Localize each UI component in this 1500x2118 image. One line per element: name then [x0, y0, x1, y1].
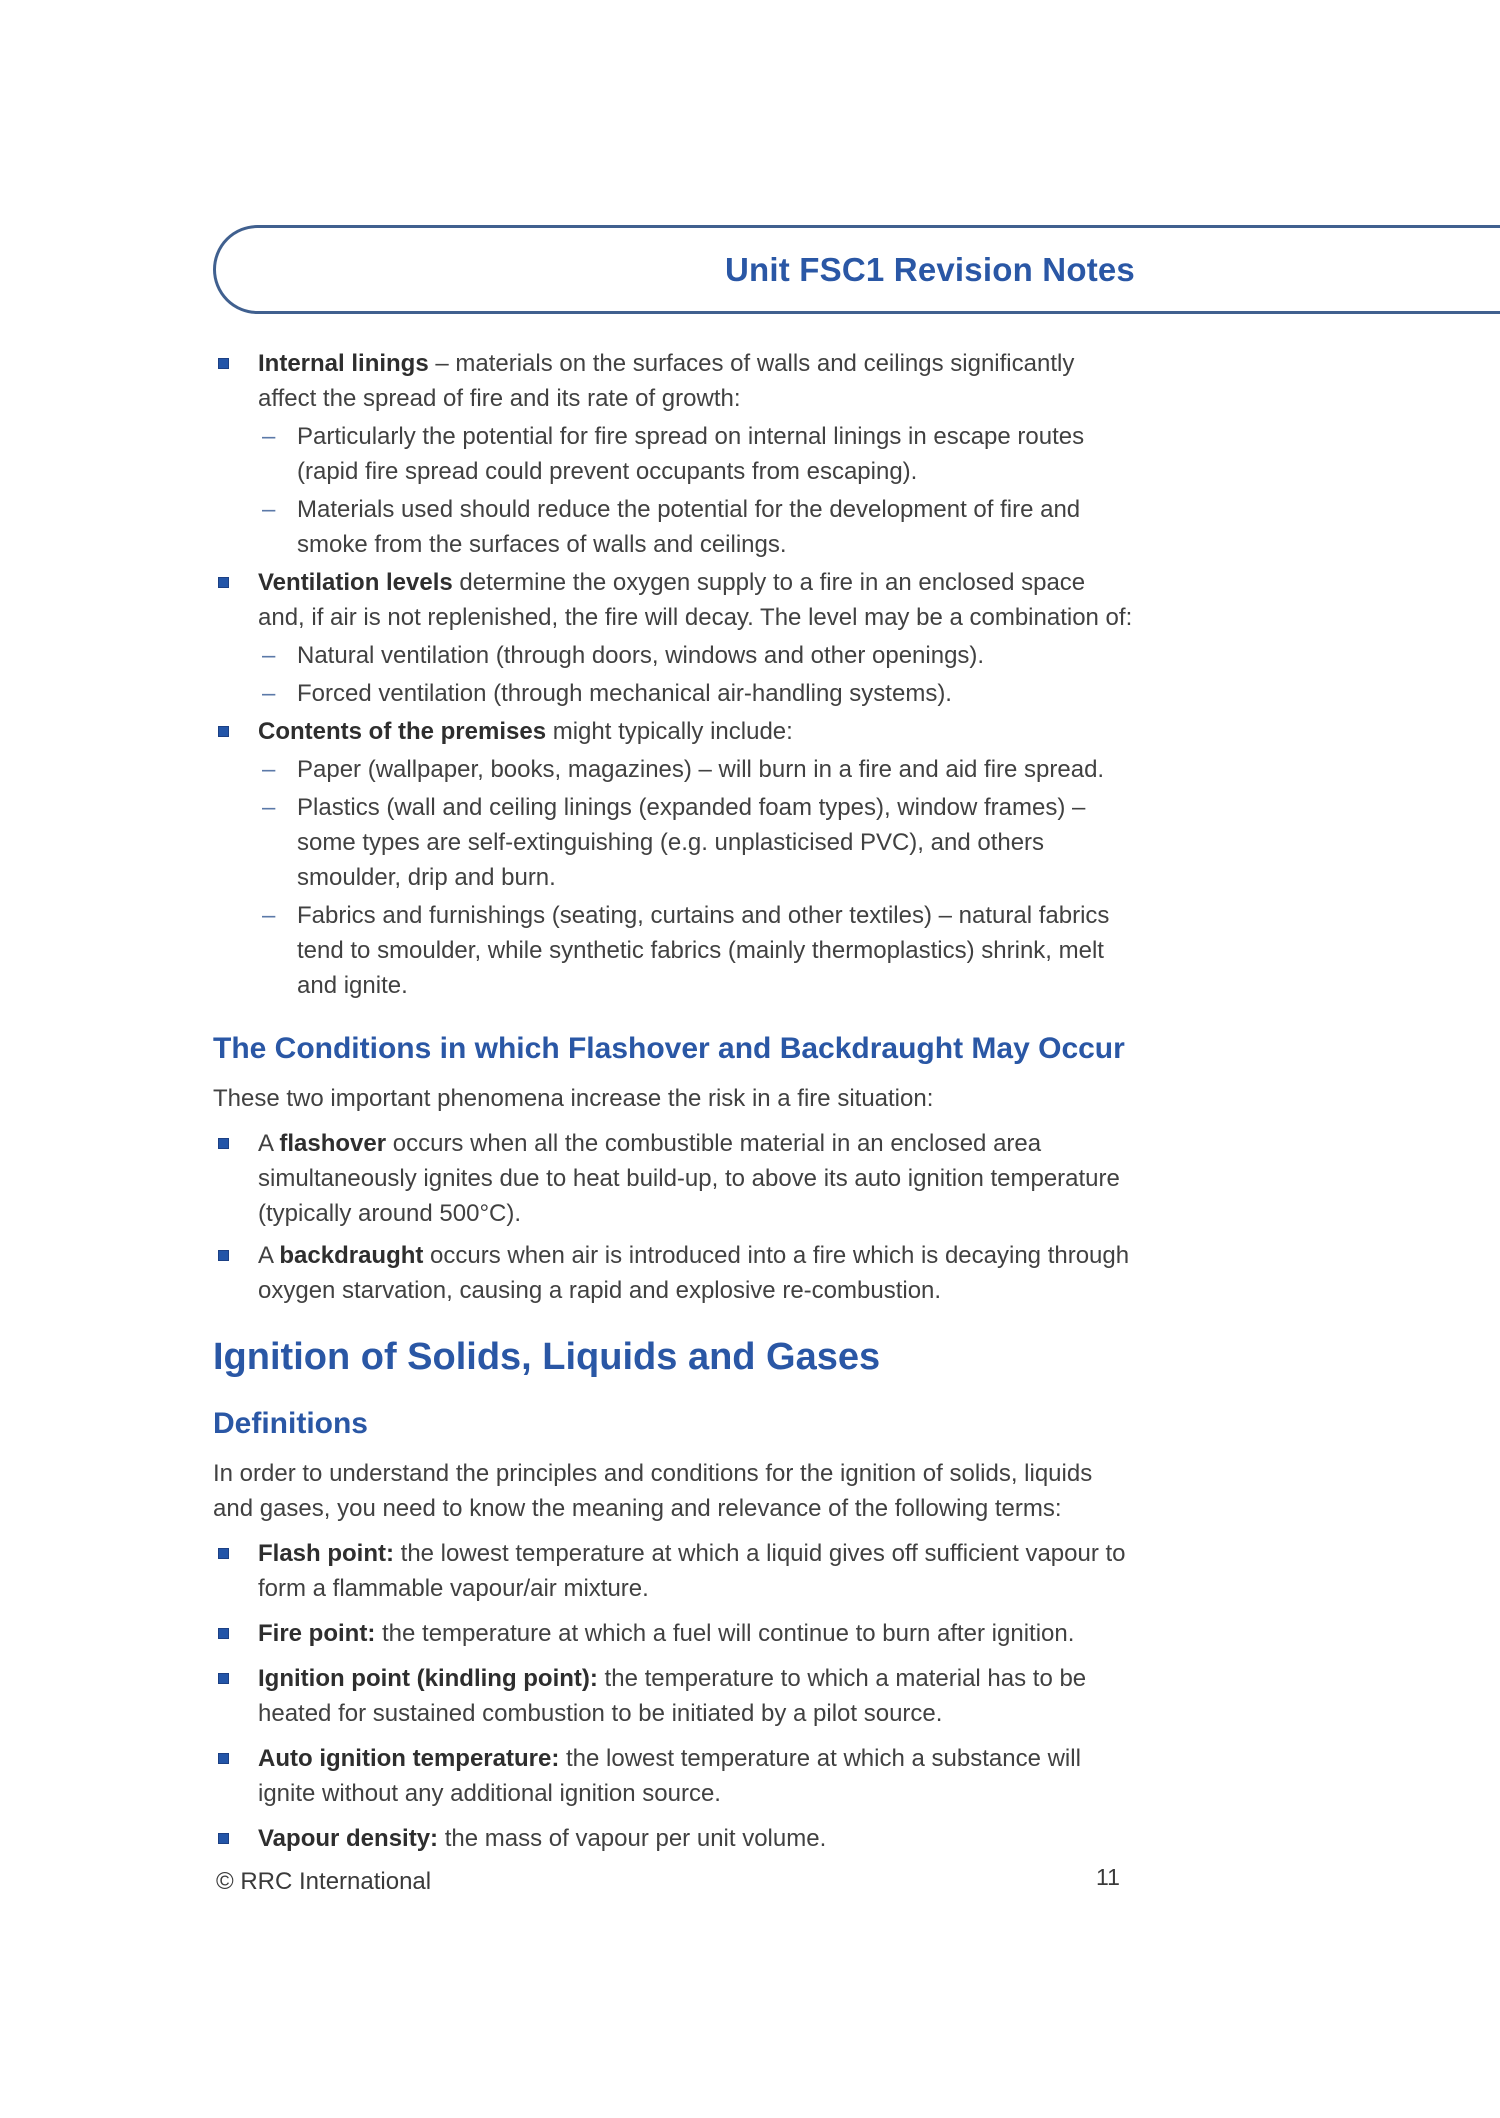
list-item-lead: Ventilation levels: [258, 569, 453, 596]
sub-item-text: Forced ventilation (through mechanical air-handling systems).: [297, 680, 952, 707]
list-item-text: might typically include:: [546, 718, 793, 745]
sub-list: [258, 638, 1138, 711]
section-heading: The Conditions in which Flashover and Backdraught May Occur: [213, 1032, 1125, 1065]
square-bullet-icon: [218, 1138, 229, 1149]
definitions-list: [213, 1536, 1138, 1856]
definition-item: [213, 1741, 1138, 1811]
dash-bullet-icon: –: [262, 794, 276, 821]
definition-text: the mass of vapour per unit volume.: [438, 1825, 827, 1852]
sub-item: [258, 492, 1138, 562]
bullet-list: [213, 346, 1138, 1003]
sub-item-text: Plastics (wall and ceiling linings (expanded foam types), window frames) – some types are self-extinguishing (e.g. unplasticised PVC), and others smoulder, drip and burn.: [297, 794, 1086, 891]
sub-item-text: Particularly the potential for fire spread on internal linings in escape routes (rapid fire spread could prevent occupants from escaping).: [297, 423, 1085, 485]
definition-item: [213, 1616, 1138, 1651]
sub-item: [258, 752, 1138, 787]
list-item-keyword: backdraught: [279, 1242, 424, 1269]
definition-item: [213, 1661, 1138, 1731]
section-intro: In order to understand the principles and conditions for the ignition of solids, liquids and gases, you need to know the meaning and relevance of the following terms:: [213, 1460, 1093, 1522]
list-item-text: – materials on the surfaces of walls and ceilings significantly affect the spread of fire and its rate of growth:: [258, 350, 1075, 412]
dash-bullet-icon: –: [262, 680, 276, 707]
definition-text: the temperature to which a material has to be heated for sustained combustion to be initiated by a pilot source.: [258, 1665, 1087, 1727]
definition-term: Vapour density:: [258, 1825, 439, 1852]
definition-item: [213, 1821, 1138, 1856]
definition-text: the temperature at which a fuel will continue to burn after ignition.: [375, 1620, 1075, 1647]
list-item: [213, 714, 1138, 1003]
definition-item: [213, 1536, 1138, 1606]
bullet-list: [213, 1126, 1138, 1308]
dash-bullet-icon: –: [262, 902, 276, 929]
list-item-pre: A: [258, 1242, 280, 1269]
definition-term: Fire point:: [258, 1620, 376, 1647]
page-number: 11: [1096, 1864, 1120, 1890]
list-item: [213, 1126, 1138, 1231]
sub-item: [258, 898, 1138, 1003]
sub-item-text: Paper (wallpaper, books, magazines) – will burn in a fire and aid fire spread.: [297, 756, 1105, 783]
square-bullet-icon: [218, 726, 229, 737]
square-bullet-icon: [218, 1548, 229, 1559]
list-item-keyword: flashover: [279, 1130, 387, 1157]
sub-section-heading: Definitions: [213, 1407, 368, 1440]
square-bullet-icon: [218, 1628, 229, 1639]
sub-list: [258, 419, 1138, 562]
list-item: [213, 346, 1138, 562]
list-item-text: occurs when air is introduced into a fire which is decaying through oxygen starvation, causing a rapid and explosive re-combustion.: [258, 1242, 1130, 1304]
definition-term: Ignition point (kindling point):: [258, 1665, 598, 1692]
sub-item-text: Materials used should reduce the potential for the development of fire and smoke from the surfaces of walls and ceilings.: [297, 496, 1081, 558]
list-item-text: determine the oxygen supply to a fire in an enclosed space and, if air is not replenished, the fire will decay. The level may be a combination of:: [258, 569, 1133, 631]
square-bullet-icon: [218, 1833, 229, 1844]
dash-bullet-icon: –: [262, 496, 276, 523]
chapter-heading: Ignition of Solids, Liquids and Gases: [213, 1336, 881, 1378]
section-intro: These two important phenomena increase the risk in a fire situation:: [213, 1085, 934, 1112]
list-item-lead: Internal linings: [258, 350, 429, 377]
header-box: [213, 225, 1500, 314]
definition-text: the lowest temperature at which a liquid gives off sufficient vapour to form a flammable vapour/air mixture.: [258, 1540, 1126, 1602]
sub-item-text: Natural ventilation (through doors, windows and other openings).: [297, 642, 985, 669]
sub-list: [258, 752, 1138, 1003]
list-item: [213, 1238, 1138, 1308]
square-bullet-icon: [218, 1673, 229, 1684]
list-item-lead: Contents of the premises: [258, 718, 547, 745]
sub-item: [258, 676, 1138, 711]
sub-item: [258, 419, 1138, 489]
square-bullet-icon: [218, 358, 229, 369]
sub-item: [258, 790, 1138, 895]
sub-item: [258, 638, 1138, 673]
definition-term: Flash point:: [258, 1540, 394, 1567]
page-title: Unit FSC1 Revision Notes: [724, 250, 1135, 288]
footer-copyright: © RRC International: [216, 1868, 432, 1895]
dash-bullet-icon: –: [262, 642, 276, 669]
sub-item-text: Fabrics and furnishings (seating, curtains and other textiles) – natural fabrics tend to smoulder, while synthetic fabrics (mainly thermoplastics) shrink, melt and ignite.: [297, 902, 1110, 999]
list-item: [213, 565, 1138, 711]
dash-bullet-icon: –: [262, 423, 276, 450]
page-content: [213, 346, 1138, 1866]
definition-term: Auto ignition temperature:: [258, 1745, 560, 1772]
dash-bullet-icon: –: [262, 756, 276, 783]
square-bullet-icon: [218, 1753, 229, 1764]
square-bullet-icon: [218, 577, 229, 588]
square-bullet-icon: [218, 1250, 229, 1261]
list-item-pre: A: [258, 1130, 280, 1157]
definition-text: the lowest temperature at which a substance will ignite without any additional ignition source.: [258, 1745, 1081, 1807]
list-item-text: occurs when all the combustible material in an enclosed area simultaneously ignites due to heat build-up, to above its auto ignition temperature (typically around 500°C).: [258, 1130, 1120, 1227]
